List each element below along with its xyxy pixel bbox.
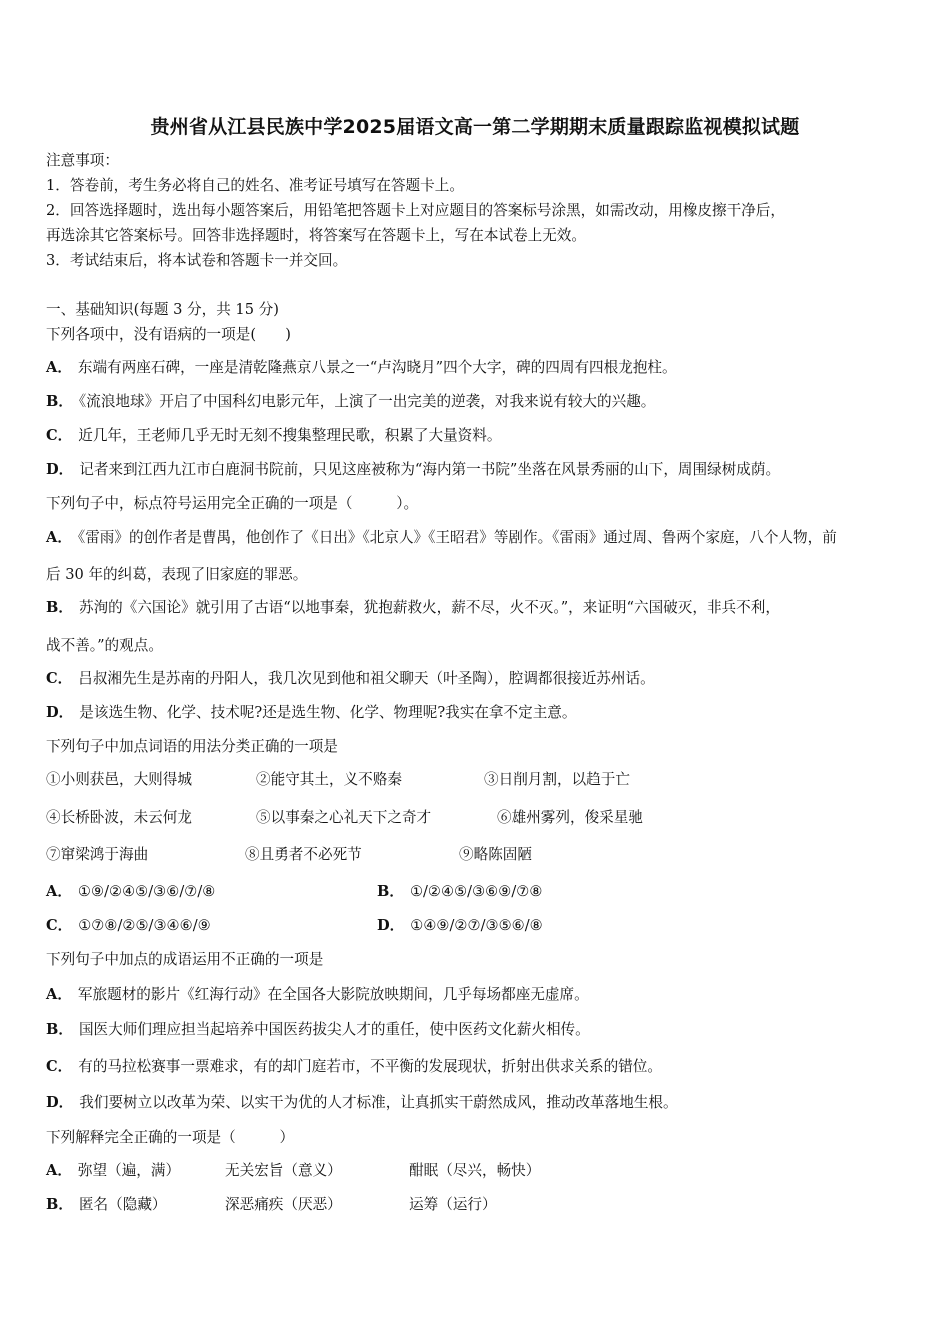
option-label: D．	[46, 704, 74, 721]
option-text: 《雷雨》的创作者是曹禺，他创作了《日出》《北京人》《王昭君》等剧作。《雷雨》通过周、鲁两个家庭，八个人物，前	[77, 529, 837, 546]
option-label: B．	[46, 1196, 73, 1213]
notice-item: 2．回答选择题时，选出每小题答案后，用铅笔把答题卡上对应题目的答案标号涂黑，如需改动，用橡皮擦干净后，	[46, 202, 785, 219]
q2-option-b	[46, 598, 780, 618]
option-text: ①④⑨/②⑦/③⑤⑥/⑧	[410, 917, 543, 934]
question-3-stem: 下列句子中加点词语的用法分类正确的一项是	[46, 738, 338, 755]
q5-option-b-item: 深恶痛疾（厌恶）	[225, 1196, 342, 1213]
option-text: 军旅题材的影片《红海行动》在全国各大影院放映期间，几乎每场都座无虚席。	[77, 986, 589, 1003]
q1-option-d	[46, 460, 780, 480]
option-text: 有的马拉松赛事一票难求，有的却门庭若市，不平衡的发展现状，折射出供求关系的错位。	[78, 1058, 662, 1075]
option-text: 《流浪地球》开启了中国科幻电影元年，上演了一出完美的逆袭，对我来说有较大的兴趣。	[78, 393, 656, 410]
option-text: ①/②④⑤/③⑥⑨/⑦⑧	[409, 883, 543, 900]
option-text: 苏洵的《六国论》就引用了古语“以地事秦，犹抱薪救火，薪不尽，火不灭。”，来证明“六国破灭，非兵不利，	[78, 599, 780, 616]
q5-option-a-item: 无关宏旨（意义）	[225, 1162, 342, 1179]
option-label: C．	[46, 427, 73, 444]
question-2-stem: 下列句子中，标点符号运用完全正确的一项是（ ）。	[46, 495, 419, 512]
q5-option-a-item: 酣眠（尽兴，畅快）	[409, 1162, 541, 1179]
question-5-stem: 下列解释完全正确的一项是（ ）	[46, 1129, 295, 1146]
option-text: 是该选生物、化学、技术呢?还是选生物、化学、物理呢?我实在拿不定主意。	[79, 704, 577, 721]
page-title: 贵州省从江县民族中学2025届语文高一第二学期期末质量跟踪监视模拟试题	[150, 116, 800, 138]
question-4-stem: 下列句子中加点的成语运用不正确的一项是	[46, 951, 324, 968]
q5-option-a	[46, 1161, 180, 1181]
q3-item: ⑦窜梁鸿于海曲	[46, 846, 149, 863]
option-text: 吕叔湘先生是苏南的丹阳人，我几次见到他和祖父聊天（叶圣陶），腔调都很接近苏州话。	[78, 670, 655, 687]
q5-option-b	[46, 1195, 167, 1215]
option-label: A．	[46, 359, 72, 376]
q2-option-c	[46, 669, 655, 689]
option-label: B．	[377, 883, 404, 900]
option-label: B．	[46, 599, 73, 616]
q2-option-a-cont: 后 30 年的纠葛，表现了旧家庭的罪恶。	[46, 566, 308, 583]
q3-item: ①小则获邑，大则得城	[46, 771, 192, 788]
option-label: B．	[46, 393, 73, 410]
option-text: 近几年，王老师几乎无时无刻不搜集整理民歌，积累了大量资料。	[78, 427, 502, 444]
option-text: 记者来到江西九江市白鹿洞书院前，只见这座被称为“海内第一书院”坐落在风景秀丽的山下，周围绿树成荫。	[79, 461, 781, 478]
q3-item: ③日削月割，以趋于亡	[484, 771, 630, 788]
option-label: A．	[46, 1162, 72, 1179]
q2-option-b-cont: 战不善。”的观点。	[46, 637, 163, 654]
option-label: D．	[377, 917, 405, 934]
option-label: A．	[46, 529, 72, 546]
q3-item: ⑥雄州雾列，俊采星驰	[497, 809, 643, 826]
option-label: C．	[46, 1058, 73, 1075]
q3-item: ⑧且勇者不必死节	[245, 846, 362, 863]
notice-item: 3．考试结束后，将本试卷和答题卡一并交回。	[46, 252, 348, 269]
q3-item: ②能守其土，义不赂秦	[256, 771, 402, 788]
option-label: D．	[46, 461, 74, 478]
notice-heading: 注意事项：	[46, 152, 119, 169]
option-label: B．	[46, 1021, 73, 1038]
q2-option-d	[46, 703, 577, 723]
q4-option-b	[46, 1020, 590, 1040]
q5-option-b-item: 运筹（运行）	[409, 1196, 497, 1213]
option-label: C．	[46, 917, 73, 934]
q4-option-c	[46, 1057, 662, 1077]
q1-option-c	[46, 426, 501, 446]
q2-option-a	[46, 528, 837, 548]
option-text: 国医大师们理应担当起培养中国医药拔尖人才的重任，使中医药文化薪火相传。	[78, 1021, 590, 1038]
option-text: 我们要树立以改革为荣、以实干为优的人才标准，让真抓实干蔚然成风，推动改革落地生根。	[79, 1094, 678, 1111]
q4-option-d	[46, 1093, 678, 1113]
q3-item: ⑨略陈固陋	[459, 846, 532, 863]
q3-item: ④长桥卧波，未云何龙	[46, 809, 192, 826]
option-label: A．	[46, 883, 72, 900]
option-text: 东端有两座石碑，一座是清乾隆燕京八景之一“卢沟晓月”四个大字，碑的四周有四根龙抱柱。	[77, 359, 677, 376]
notice-item: 1．答卷前，考生务必将自己的姓名、准考证号填写在答题卡上。	[46, 177, 464, 194]
option-text: 弥望（遍，满）	[77, 1162, 181, 1179]
option-text: 匿名（隐藏）	[78, 1196, 167, 1213]
option-text: ①⑨/②④⑤/③⑥/⑦/⑧	[77, 883, 216, 900]
option-label: D．	[46, 1094, 74, 1111]
q3-option-d	[377, 916, 543, 936]
option-label: A．	[46, 986, 72, 1003]
q1-option-b	[46, 392, 655, 412]
notice-item: 再选涂其它答案标号。回答非选择题时，将答案写在答题卡上，写在本试卷上无效。	[46, 227, 586, 244]
option-label: C．	[46, 670, 73, 687]
option-text: ①⑦⑧/②⑤/③④⑥/⑨	[78, 917, 211, 934]
q3-item: ⑤以事秦之心礼天下之奇才	[256, 809, 432, 826]
q1-option-a	[46, 358, 677, 378]
q3-option-b	[377, 882, 542, 902]
question-1-stem: 下列各项中，没有语病的一项是( )	[46, 326, 291, 343]
q3-option-a	[46, 882, 215, 902]
section-heading: 一、基础知识(每题 3 分，共 15 分)	[46, 301, 279, 318]
q3-option-c	[46, 916, 211, 936]
q4-option-a	[46, 985, 589, 1005]
